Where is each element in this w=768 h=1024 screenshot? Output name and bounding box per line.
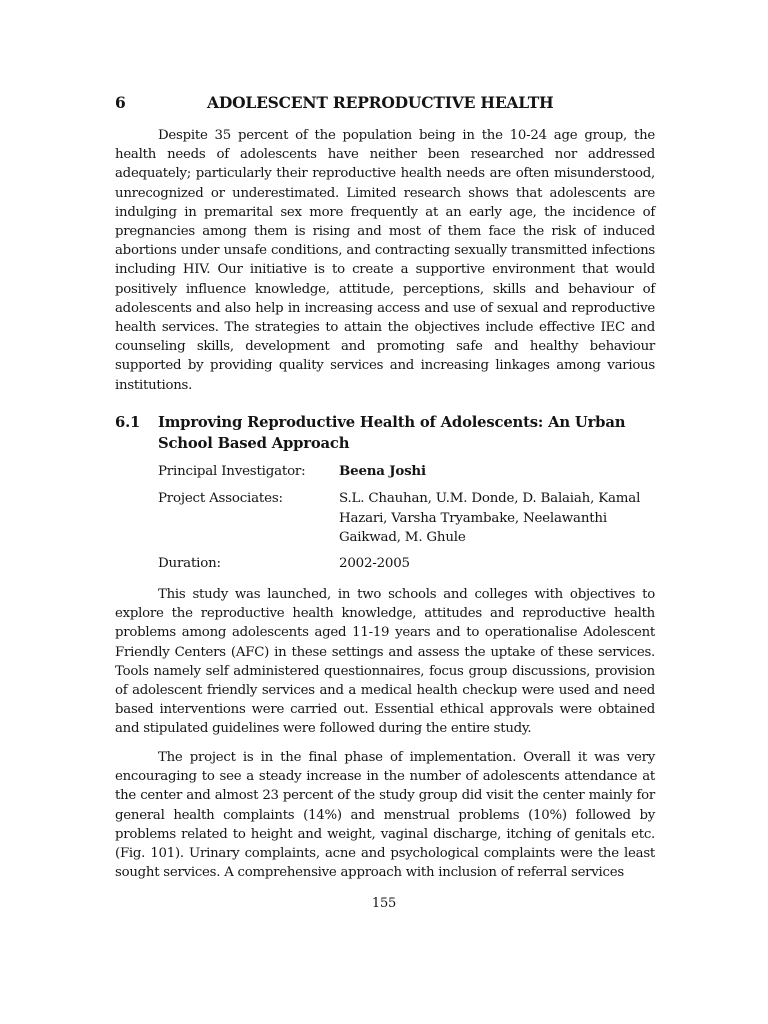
duration-label: Duration: bbox=[158, 556, 221, 571]
project-associates-label: Project Associates: bbox=[158, 491, 283, 506]
principal-investigator-name: Beena Joshi bbox=[339, 463, 426, 479]
chapter-number: 6 bbox=[115, 93, 126, 112]
implementation-paragraph: The project is in the final phase of implementation. Overall it was very encouraging to see a steady increase in the number of adolescents attendance at the center and almost 23 percent of the study group did visit the center mainly for general health complaints (14%) and menstrual problems (10%) followed by problems related to height and weight, vaginal discharge, itching of genitals etc. (Fig. 101). Urinary complaints, acne and psychological complaints were the least sought services. A comprehensive approach with inclusion of referral services bbox=[115, 750, 655, 881]
page-number: 155 bbox=[371, 896, 397, 911]
intro-paragraph: Despite 35 percent of the population being in the 10-24 age group, the health needs of adolescents have neither been researched nor addressed adequately; particularly their reproductive health needs are often misunderstood, unrecognized or underestimated. Limited research shows that adolescents are indulging in premarital sex more frequently at an early age, the incidence of pregnancies among them is rising and most of them face the risk of induced abortions under unsafe conditions, and contracting sexually transmitted infections including HIV. Our initiative is to create a supportive environment that would positively influence knowledge, attitude, perceptions, skills and behaviour of adolescents and also help in increasing access and use of sexual and reproductive health services. The strategies to attain the objectives include effective IEC and counseling skills, development and promoting safe and healthy behaviour supported by providing quality services and increasing linkages among various institutions. bbox=[115, 128, 655, 393]
chapter-heading bbox=[115, 93, 655, 115]
duration-value: 2002-2005 bbox=[339, 556, 410, 571]
chapter-title: ADOLESCENT REPRODUCTIVE HEALTH bbox=[207, 93, 554, 112]
study-description-paragraph: This study was launched, in two schools and colleges with objectives to explore the reproductive health knowledge, attitudes and reproductive health problems among adolescents aged 11-19 years and to operationalise Adolescent Friendly Centers (AFC) in these settings and assess the uptake of these services. Tools namely self administered questionnaires, focus group discussions, provision of adolescent friendly services and a medical health checkup were used and need based interventions were carried out. Essential ethical approvals were obtained and stipulated guidelines were followed during the entire study. bbox=[115, 587, 655, 737]
principal-investigator-label: Principal Investigator: bbox=[158, 464, 306, 479]
section-number: 6.1 bbox=[115, 414, 141, 431]
section-heading bbox=[115, 412, 655, 454]
project-associates-names: S.L. Chauhan, U.M. Donde, D. Balaiah, Kamal Hazari, Varsha Tryambake, Neelawanthi Gaikwad, M. Ghule bbox=[339, 491, 641, 545]
section-title: Improving Reproductive Health of Adolescents: An Urban School Based Approach bbox=[158, 414, 626, 452]
